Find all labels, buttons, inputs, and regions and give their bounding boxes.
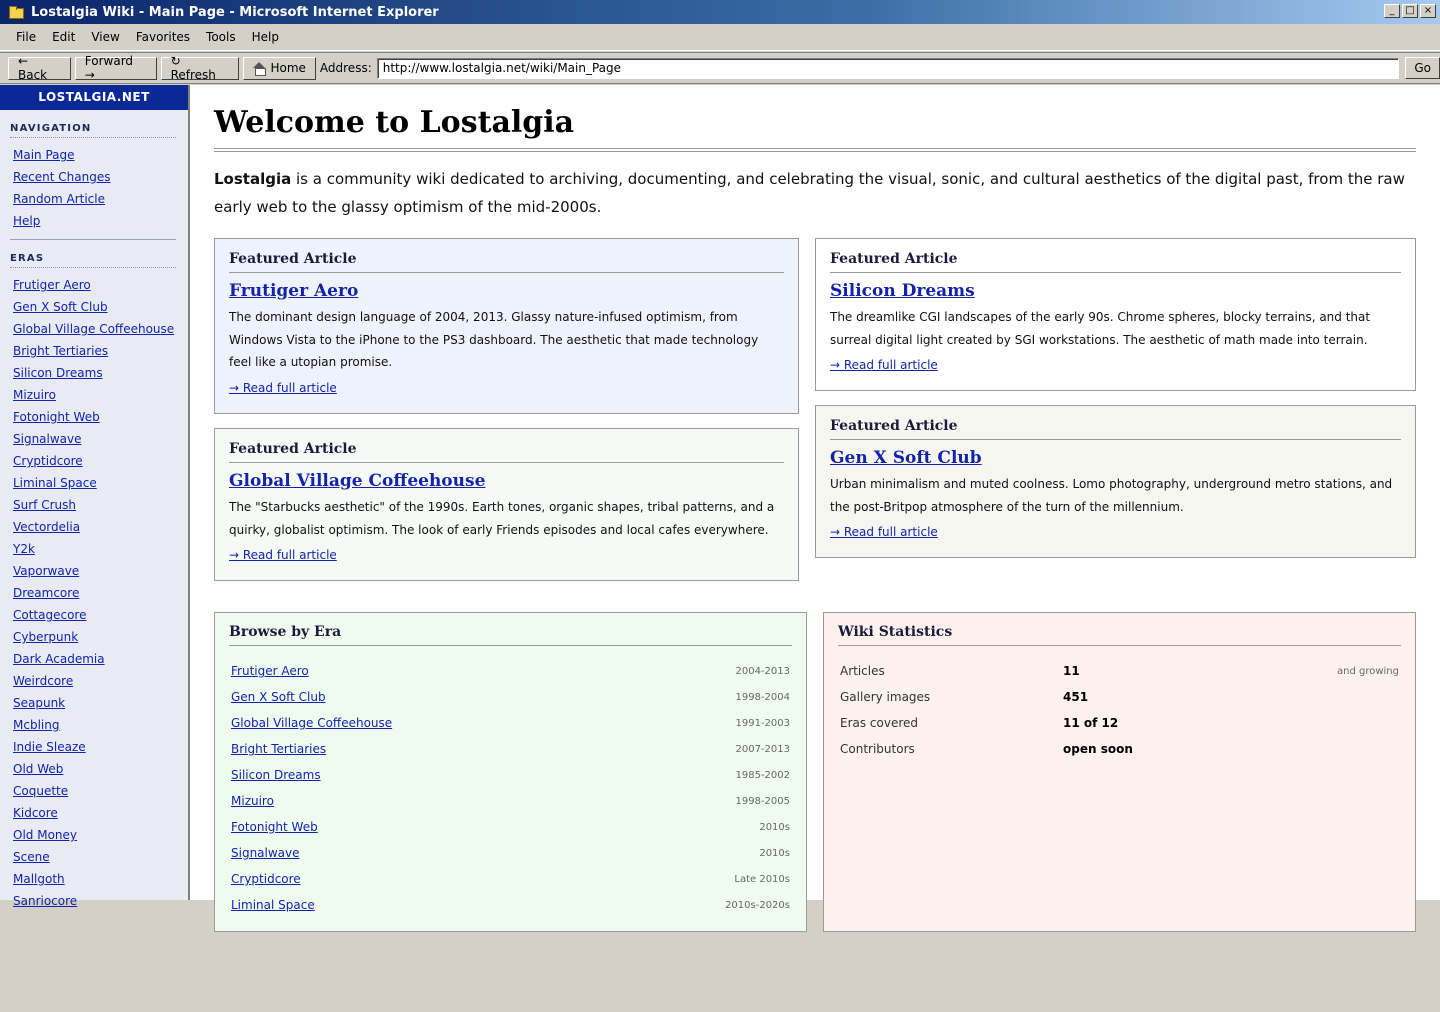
sidebar-era-sanriocore [10,890,178,912]
sidebar-era-silicon-dreams [10,362,178,384]
page-title: Welcome to Lostalgia [214,105,575,140]
era-years: 2010s-2020s [725,899,790,911]
list-item [229,866,792,892]
featured-label: Featured Article [830,251,1401,273]
era-years: 1985-2002 [735,769,790,781]
site-logo[interactable]: LOSTALGIA.NET [0,85,188,110]
featured-label: Featured Article [830,418,1401,440]
stat-value: open soon [1063,742,1133,756]
sidebar-era-kidcore [10,802,178,824]
window-controls [1384,4,1436,18]
go-button[interactable]: Go [1405,57,1440,79]
featured-articles [214,238,1416,598]
list-item [229,788,792,814]
featured-label: Featured Article [229,441,784,463]
sidebar-era-link[interactable]: Old Money [13,828,77,842]
stat-label: Articles [840,664,885,678]
sidebar-era-link[interactable]: Frutiger Aero [13,278,91,292]
window-title: Lostalgia Wiki - Main Page - Microsoft Internet Explorer [31,4,439,20]
sidebar-era-fotonight-web [10,406,178,428]
featured-title-link[interactable]: Frutiger Aero [229,281,359,301]
menu-edit[interactable]: Edit [52,30,76,44]
minimize-icon: _ [1389,5,1395,16]
menu-tools[interactable]: Tools [206,30,236,44]
read-more-link[interactable]: → Read full article [229,548,337,562]
nav-list [10,144,178,232]
sidebar-era-link[interactable]: Vaporwave [13,564,80,578]
sidebar-era-cyberpunk [10,626,178,648]
sidebar-era-y2k [10,538,178,560]
menu-view[interactable]: View [91,30,120,44]
sidebar-era-link[interactable]: Kidcore [13,806,58,820]
list-item [229,840,792,866]
era-link[interactable]: Fotonight Web [231,820,318,834]
era-years: 2007-2013 [735,743,790,755]
back-button[interactable]: ← Back [8,57,71,80]
sidebar-era-link[interactable]: Signalwave [13,432,82,446]
menu-favorites[interactable]: Favorites [135,30,191,44]
home-icon [253,62,266,74]
sidebar-era-link[interactable]: Coquette [13,784,69,798]
sidebar-era-mizuiro [10,384,178,406]
era-link[interactable]: Silicon Dreams [231,768,321,782]
sidebar [0,85,190,908]
featured-card-frutiger-aero [214,238,799,414]
refresh-button[interactable]: ↻ Refresh [161,57,240,80]
browse-list [229,658,792,918]
sidebar-era-link[interactable]: Cryptidcore [13,454,83,468]
sidebar-era-bright-tertiaries [10,340,178,362]
featured-title-link[interactable]: Gen X Soft Club [830,448,982,468]
sidebar-era-link[interactable]: Bright Tertiaries [13,344,109,358]
stat-label: Gallery images [840,690,931,704]
table-row [838,658,1401,684]
list-item [229,892,792,918]
lower-panels [214,612,1416,1012]
sidebar-era-dark-academia [10,648,178,670]
stat-note: and growing [1337,665,1399,677]
sidebar-era-link[interactable]: Y2k [13,542,35,556]
sidebar-era-link[interactable]: Dreamcore [13,586,80,600]
sidebar-era-link[interactable]: Dark Academia [13,652,105,666]
era-years: 2004-2013 [735,665,790,677]
stat-value: 451 [1063,690,1089,704]
featured-description: Urban minimalism and muted coolness. Lomo photography, underground metro stations, and the post-Britpop atmosphere of the turn of the millennium. [830,477,1393,514]
stat-label: Contributors [840,742,915,756]
window-titlebar[interactable] [0,0,1440,24]
era-link[interactable]: Gen X Soft Club [231,690,326,704]
close-icon: × [1423,5,1433,16]
sidebar-era-scene [10,846,178,868]
sidebar-era-old-money [10,824,178,846]
menu-bar [0,24,1440,51]
era-years: 2010s [759,847,790,859]
era-link[interactable]: Global Village Coffeehouse [231,716,393,730]
folder-icon [9,6,23,18]
sidebar-era-vectordelia [10,516,178,538]
sidebar-era-link[interactable]: Global Village Coffeehouse [13,322,175,336]
era-link[interactable]: Mizuiro [231,794,274,808]
sidebar-era-link[interactable]: Scene [13,850,50,864]
address-label: Address: [319,61,372,75]
list-item [229,762,792,788]
eras-heading: ERAS [10,253,176,268]
maximize-button[interactable] [1402,4,1418,18]
read-more-link[interactable]: → Read full article [229,380,337,395]
featured-description: The dreamlike CGI landscapes of the early 90s. Chrome spheres, blocky terrains, and that surreal digital light created by SGI workstations. The aesthetic of math made into terrain. [830,310,1371,347]
sidebar-item-recent-changes [10,166,178,188]
sidebar-era-link[interactable]: Seapunk [13,696,66,710]
address-input[interactable] [377,58,1400,79]
sidebar-era-link[interactable]: Vectordelia [13,520,81,534]
list-item [229,736,792,762]
sidebar-era-indie-sleaze [10,736,178,758]
featured-description: The "Starbucks aesthetic" of the 1990s. Earth tones, organic shapes, tribal patterns, and a quirky, globalist optimism. The look of early Friends episodes and local cafes everywhere. [229,500,775,537]
navigation-toolbar [0,52,1440,84]
sidebar-era-dreamcore [10,582,178,604]
era-link[interactable]: Frutiger Aero [231,664,309,678]
sidebar-era-cottagecore [10,604,178,626]
intro-text: is a community wiki dedicated to archiving, documenting, and celebrating the visual, sonic, and cultural aesthetics of the digital past, from the raw early web to the glassy optimism of the mid-2000s. [214,170,1405,216]
sidebar-navigation [0,123,188,912]
sidebar-era-surf-crush [10,494,178,516]
nav-heading: NAVIGATION [10,123,176,138]
sidebar-item-random-article [10,188,178,210]
sidebar-era-link[interactable]: Old Web [13,762,64,776]
era-years: 1991-2003 [735,717,790,729]
sidebar-era-link[interactable]: Gen X Soft Club [13,300,108,314]
home-button[interactable] [243,57,315,80]
era-link[interactable]: Signalwave [231,846,300,860]
sidebar-divider [10,239,176,240]
sidebar-era-signalwave [10,428,178,450]
sidebar-era-frutiger-aero [10,274,178,296]
featured-title-link[interactable]: Global Village Coffeehouse [229,471,486,491]
sidebar-era-link[interactable]: Silicon Dreams [13,366,103,380]
featured-description: The dominant design language of 2004, 2013. Glassy nature-infused optimism, from Windows Vista to the iPhone to the PS3 dashboard. The aesthetic that made technology feel like a utopian promise. [229,310,759,369]
era-link[interactable]: Liminal Space [231,898,315,912]
stat-value: 11 of 12 [1063,716,1119,730]
sidebar-era-old-web [10,758,178,780]
sidebar-era-liminal-space [10,472,178,494]
sidebar-link[interactable]: Help [13,214,41,228]
featured-title-link[interactable]: Silicon Dreams [830,281,975,301]
sidebar-link[interactable]: Main Page [13,148,75,162]
sidebar-era-link[interactable]: Liminal Space [13,476,97,490]
sidebar-era-mallgoth [10,868,178,890]
era-years: 2010s [759,821,790,833]
list-item [229,684,792,710]
intro-bold: Lostalgia [214,170,292,188]
sidebar-link[interactable]: Recent Changes [13,170,111,184]
read-more-link[interactable]: → Read full article [830,525,938,539]
era-years: Late 2010s [734,873,790,885]
featured-card-silicon-dreams [815,238,1416,391]
browse-title: Browse by Era [229,624,792,646]
sidebar-era-mcbling [10,714,178,736]
stat-value: 11 [1063,664,1080,678]
sidebar-item-main-page [10,144,178,166]
sidebar-item-help [10,210,178,232]
sidebar-era-gen-x-soft-club [10,296,178,318]
sidebar-era-link[interactable]: Mcbling [13,718,60,732]
era-list [10,274,178,912]
sidebar-era-link[interactable]: Sanriocore [13,894,78,908]
main-content [190,85,1440,912]
stat-label: Eras covered [840,716,919,730]
wiki-statistics-panel [823,612,1416,932]
sidebar-link[interactable]: Random Article [13,192,105,206]
browse-by-era-panel [214,612,807,932]
sidebar-era-link[interactable]: Weirdcore [13,674,74,688]
era-years: 1998-2004 [735,691,790,703]
forward-button[interactable]: Forward → [75,57,157,80]
sidebar-era-weirdcore [10,670,178,692]
title-rule [214,148,1416,152]
home-label: Home [270,61,306,75]
table-row [838,684,1401,710]
list-item [229,658,792,684]
featured-card-global-village [214,428,799,581]
minimize-button[interactable] [1384,4,1400,18]
sidebar-era-link[interactable]: Mallgoth [13,872,65,886]
sidebar-era-cryptidcore [10,450,178,472]
list-item [229,710,792,736]
close-button[interactable] [1420,4,1436,18]
menu-help[interactable]: Help [251,30,279,44]
read-more-link[interactable]: → Read full article [830,358,938,372]
sidebar-era-link[interactable]: Mizuiro [13,388,56,402]
sidebar-era-vaporwave [10,560,178,582]
featured-card-gen-x-soft-club [815,405,1416,558]
era-link[interactable]: Bright Tertiaries [231,742,327,756]
sidebar-era-global-village-coffeehouse [10,318,178,340]
sidebar-era-link[interactable]: Fotonight Web [13,410,100,424]
era-link[interactable]: Cryptidcore [231,872,301,886]
table-row [838,736,1401,762]
table-row [838,710,1401,736]
maximize-icon: □ [1405,5,1415,16]
menu-file[interactable]: File [16,30,37,44]
list-item [229,814,792,840]
era-years: 1998-2005 [735,795,790,807]
stats-title: Wiki Statistics [838,624,1401,646]
sidebar-era-coquette [10,780,178,802]
stats-table [838,658,1401,762]
sidebar-era-link[interactable]: Cottagecore [13,608,87,622]
sidebar-era-link[interactable]: Indie Sleaze [13,740,86,754]
featured-label: Featured Article [229,251,784,273]
sidebar-era-link[interactable]: Cyberpunk [13,630,79,644]
sidebar-era-link[interactable]: Surf Crush [13,498,76,512]
intro-paragraph [214,165,1416,221]
sidebar-era-seapunk [10,692,178,714]
